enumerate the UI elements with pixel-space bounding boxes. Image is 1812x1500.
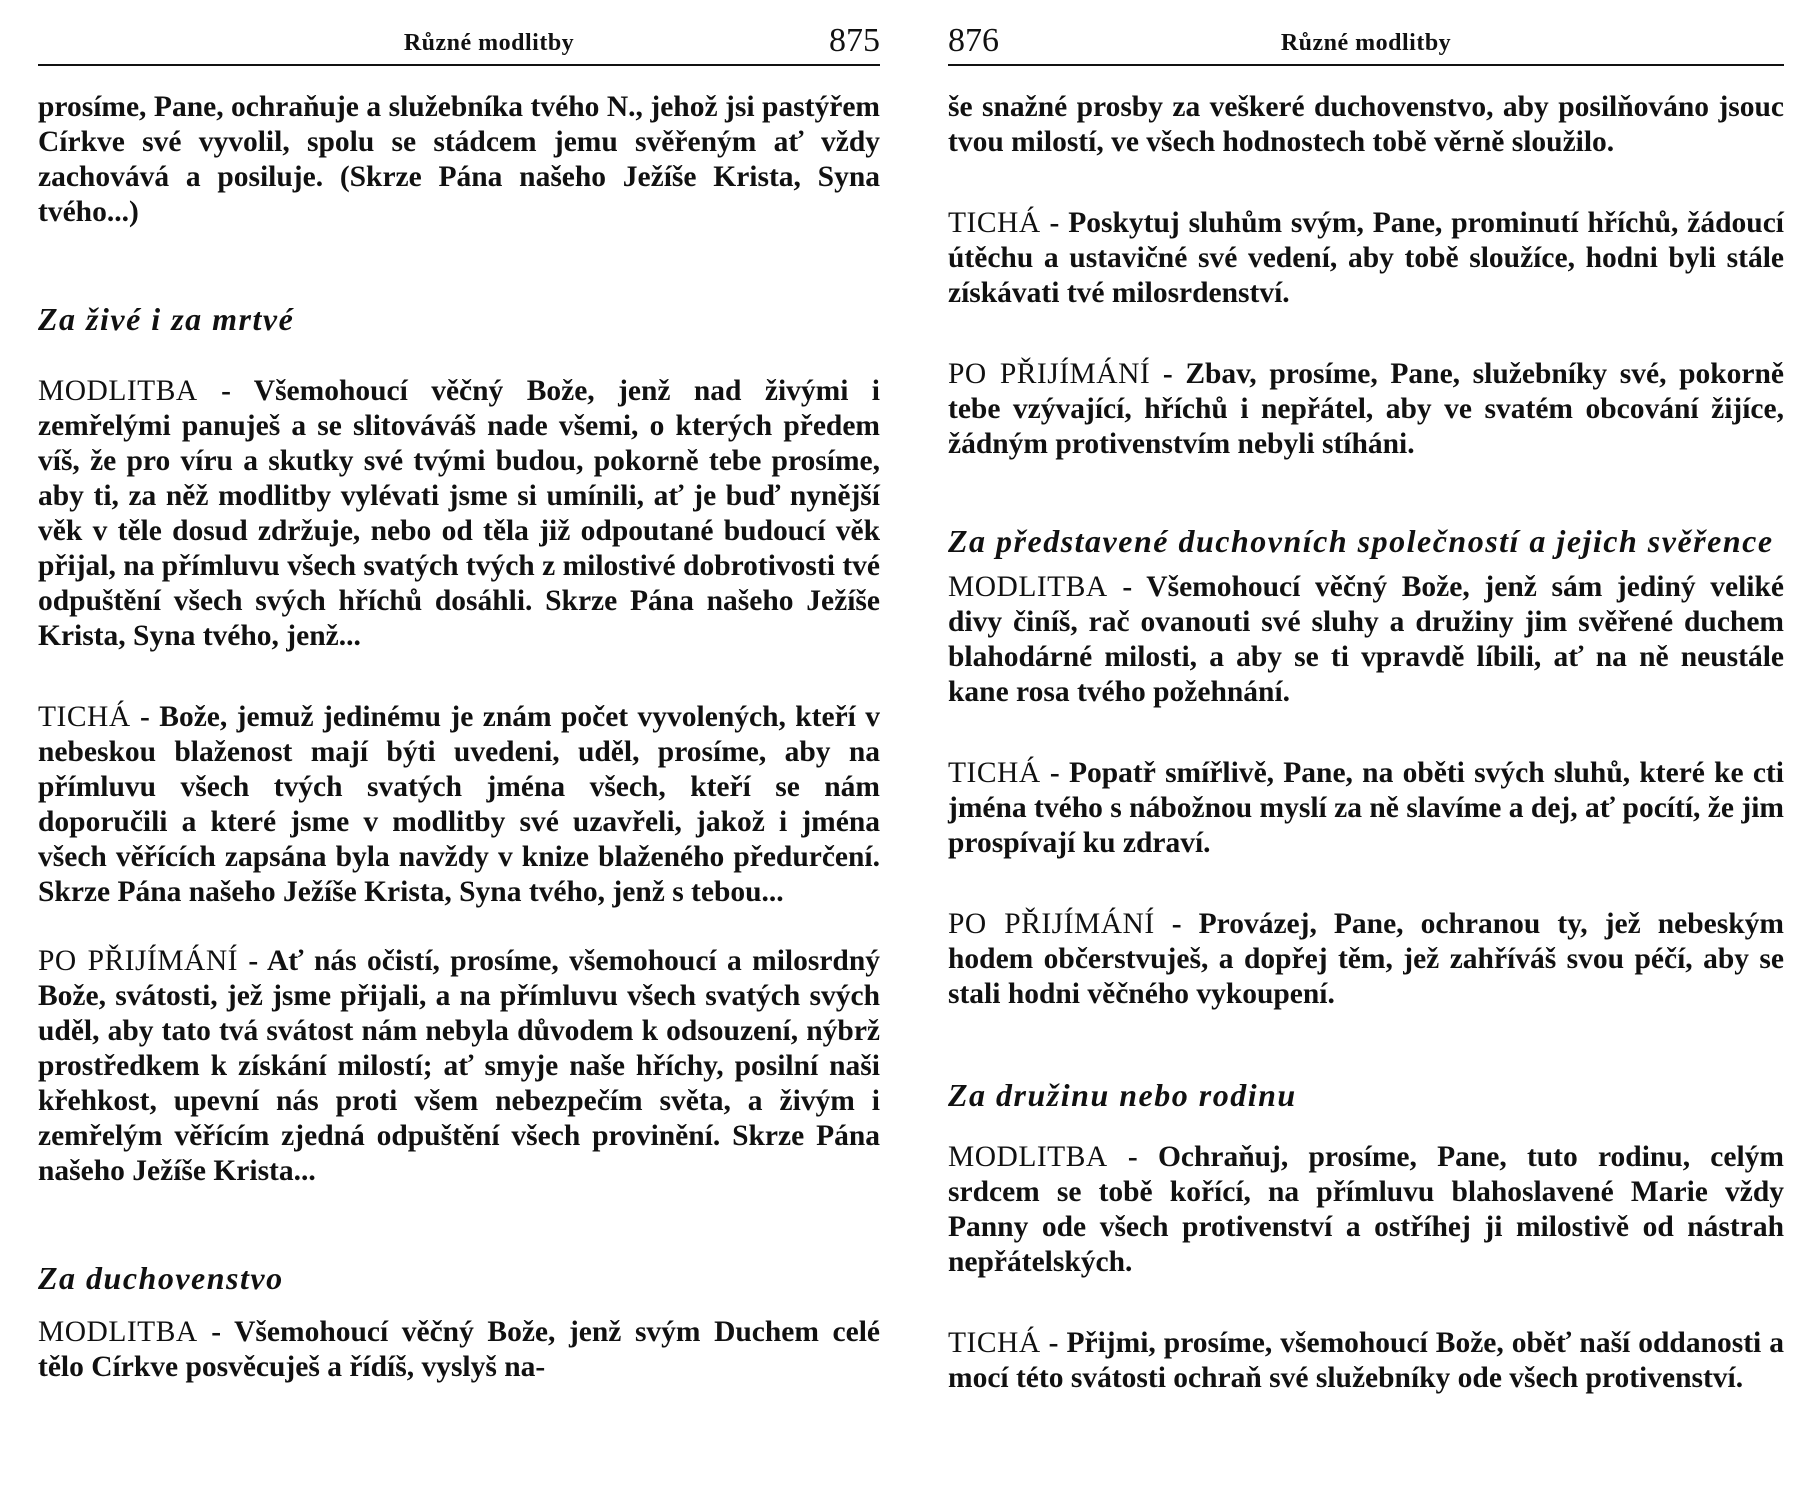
prayer-label: PO PŘIJÍMÁNÍ xyxy=(948,908,1155,940)
prayer-label: TICHÁ xyxy=(948,757,1041,789)
page-body xyxy=(38,90,880,1385)
prayer-label: MODLITBA xyxy=(948,1141,1108,1173)
section-heading: Za družinu nebo rodinu xyxy=(948,1077,1297,1113)
prayer-label: MODLITBA xyxy=(38,1316,198,1348)
prayer-label: TICHÁ xyxy=(948,207,1041,239)
prayer-label: MODLITBA xyxy=(38,375,198,407)
prayer-text: Poskytuj sluhům svým, Pane, prominutí hříchů, žádoucí útěchu a ustavičné své vedení, aby tobě sloužíce, hodni byli stále získávati tvé milosrdenství. xyxy=(948,207,1785,309)
prayer-text: Provázej, Pane, ochranou ty, jež nebeským hodem občerstvuješ, a dopřej těm, jež zahříváš svou péčí, aby se stali hodni věčného vykoupení. xyxy=(948,908,1784,1010)
prayer-paragraph: PO PŘIJÍMÁNÍ - Provázej, Pane, ochranou ty, jež nebeským hodem občerstvuješ, a dopřej těm, jež zahříváš svou péčí, aby se stali hodni věčného vykoupení. xyxy=(948,908,1784,1010)
prayer-text: Přijmi, prosíme, všemohoucí Bože, oběť naší oddanosti a mocí této svátosti ochraň své služebníky ode všech protivenství. xyxy=(948,1327,1784,1394)
prayer-text: Popatř smířlivě, Pane, na oběti svých sluhů, které ke cti jména tvého s nábožnou myslí za ně slavíme a dej, ať pocítí, že jim prospívají ku zdraví. xyxy=(948,757,1785,859)
prayer-label: TICHÁ xyxy=(948,1327,1041,1359)
prayer-label: PO PŘIJÍMÁNÍ xyxy=(948,358,1151,390)
prayer-paragraph: TICHÁ - Popatř smířlivě, Pane, na oběti svých sluhů, které ke cti jména tvého s nábožnou myslí za ně slavíme a dej, ať pocítí, že jim prospívají ku zdraví. xyxy=(948,757,1785,859)
prayer-paragraph: TICHÁ - Přijmi, prosíme, všemohoucí Bože, oběť naší oddanosti a mocí této svátosti ochraň své služebníky ode všech protivenství. xyxy=(948,1327,1784,1394)
prayer-paragraph: MODLITBA - Všemohoucí věčný Bože, jenž svým Duchem celé tělo Církve posvěcuješ a řídíš, vyslyš na- xyxy=(38,1316,880,1383)
section-heading: Za živé i za mrtvé xyxy=(38,301,295,337)
prayer-label: TICHÁ xyxy=(38,701,131,733)
running-head xyxy=(38,6,880,66)
prayer-paragraph: MODLITBA - Ochraňuj, prosíme, Pane, tuto rodinu, celým srdcem se tobě kořící, na přímluvu blahoslavené Marie vždy Panny ode všech protivenství a ostříhej ji milostivě od nástrah nepřátelských. xyxy=(948,1141,1784,1278)
section-heading: Za duchovenstvo xyxy=(38,1260,284,1296)
paragraph xyxy=(38,90,880,230)
prayer-paragraph: PO PŘIJÍMÁNÍ - Ať nás očistí, prosíme, všemohoucí a milosrdný Bože, svátosti, jež jsme přijali, a na přímluvu všech svatých svých uděl, aby tato tvá svátost nám nebyla důvodem k odsouzení, nýbrž prostředkem k získání milostí; ať smyje naše hříchy, posilní naši křehkost, upevní nás proti všem nebezpečím světa, a živým i zemřelým věřícím zjedná odpuštění všech provinění. Skrze Pána našeho Ježíše Krista... xyxy=(38,945,880,1187)
page-body xyxy=(948,90,1784,1396)
section-heading: Za představené duchovních společností a jejich svěřence xyxy=(948,523,1774,559)
running-title: Různé modlitby xyxy=(403,30,575,56)
running-head xyxy=(948,6,1784,66)
left-page xyxy=(38,0,880,1500)
right-page xyxy=(948,0,1784,1500)
paragraph-text: prosíme, Pane, ochraňuje a služebníka tvého N., jehož jsi pastýřem Církve své vyvolil, spolu se stádcem jemu svěřeným ať vždy zachovává a posiluje. (Skrze Pána našeho Ježíše Krista, Syna tvého...) xyxy=(38,91,880,228)
prayer-label: PO PŘIJÍMÁNÍ xyxy=(38,945,238,977)
running-title: Různé modlitby xyxy=(1280,30,1452,56)
prayer-text: Ať nás očistí, prosíme, všemohoucí a milosrdný Bože, svátosti, jež jsme přijali, a na přímluvu všech svatých svých uděl, aby tato tvá svátost nám nebyla důvodem k odsouzení, nýbrž prostředkem k získání milostí; ať smyje naše hříchy, posilní naši křehkost, upevní nás proti všem nebezpečím světa, a živým i zemřelým věřícím zjedná odpuštění všech provinění. Skrze Pána našeho Ježíše Krista... xyxy=(38,945,880,1187)
paragraph-text: še snažné prosby za veškeré duchovenstvo, aby posilňováno jsouc tvou milostí, ve všech hodnostech tobě věrně sloužilo. xyxy=(948,91,1784,158)
prayer-paragraph: MODLITBA - Všemohoucí věčný Bože, jenž nad živými i zemřelými panuješ a se slitováváš nade všemi, o kterých předem víš, že pro víru a skutky své tvými budou, pokorně tebe prosíme, aby ti, za něž modlitby vylévati jsme si umínili, ať je buď nynější věk v těle dosud zdržuje, nebo od těla již odpoutané budoucí věk přijal, na přímluvu všech svatých tvých z milostivé dobrotivosti tvé odpuštění všech svých hříchů dosáhli. Skrze Pána našeho Ježíše Krista, Syna tvého, jenž... xyxy=(38,375,880,652)
page-number: 875 xyxy=(829,22,880,59)
paragraph xyxy=(948,90,1784,160)
page-number: 876 xyxy=(948,22,999,59)
prayer-text: Všemohoucí věčný Bože, jenž nad živými i zemřelými panuješ a se slitováváš nade všemi, o kterých předem víš, že pro víru a skutky své tvými budou, pokorně tebe prosíme, aby ti, za něž modlitby vylévati jsme si umínili, ať je buď nynější věk v těle dosud zdržuje, nebo od těla již odpoutané budoucí věk přijal, na přímluvu všech svatých tvých z milostivé dobrotivosti tvé odpuštění všech svých hříchů dosáhli. Skrze Pána našeho Ježíše Krista, Syna tvého, jenž... xyxy=(38,375,880,652)
prayer-text: Bože, jemuž jedinému je znám počet vyvolených, kteří v nebeskou blaženost mají býti uvedeni, uděl, prosíme, aby na přímluvu všech tvých svatých jména všech, kteří se nám doporučili a které jsme v modlitby své uzavřeli, jakož i jména všech věřících zapsána byla navždy v knize blaženého předurčení. Skrze Pána našeho Ježíše Krista, Syna tvého, jenž s tebou... xyxy=(38,701,880,908)
prayer-paragraph: TICHÁ - Poskytuj sluhům svým, Pane, prominutí hříchů, žádoucí útěchu a ustavičné své vedení, aby tobě sloužíce, hodni byli stále získávati tvé milosrdenství. xyxy=(948,207,1785,309)
prayer-label: MODLITBA xyxy=(948,571,1108,603)
prayer-text: Ochraňuj, prosíme, Pane, tuto rodinu, celým srdcem se tobě kořící, na přímluvu blahoslavené Marie vždy Panny ode všech protivenství a ostříhej ji milostivě od nástrah nepřátelských. xyxy=(948,1141,1784,1278)
prayer-paragraph: MODLITBA - Všemohoucí věčný Bože, jenž sám jediný veliké divy činíš, rač ovanouti své sluhy a družiny jim svěřené duchem blahodárné milosti, a aby se ti vpravdě líbili, ať na ně neustále kane rosa tvého požehnání. xyxy=(948,571,1784,708)
prayer-paragraph: PO PŘIJÍMÁNÍ - Zbav, prosíme, Pane, služebníky své, pokorně tebe vzývající, hříchů i nepřátel, aby ve svatém obcování žijíce, žádným protivenstvím nebyli stíháni. xyxy=(948,358,1784,460)
prayer-paragraph: TICHÁ - Bože, jemuž jedinému je znám počet vyvolených, kteří v nebeskou blaženost mají býti uvedeni, uděl, prosíme, aby na přímluvu všech tvých svatých jména všech, kteří se nám doporučili a které jsme v modlitby své uzavřeli, jakož i jména všech věřících zapsána byla navždy v knize blaženého předurčení. Skrze Pána našeho Ježíše Krista, Syna tvého, jenž s tebou... xyxy=(38,701,880,908)
prayer-text: Zbav, prosíme, Pane, služebníky své, pokorně tebe vzývající, hříchů i nepřátel, aby ve svatém obcování žijíce, žádným protivenstvím nebyli stíháni. xyxy=(948,358,1784,460)
prayer-text: Všemohoucí věčný Bože, jenž svým Duchem celé tělo Církve posvěcuješ a řídíš, vyslyš na- xyxy=(38,1316,880,1383)
prayer-text: Všemohoucí věčný Bože, jenž sám jediný veliké divy činíš, rač ovanouti své sluhy a družiny jim svěřené duchem blahodárné milosti, a aby se ti vpravdě líbili, ať na ně neustále kane rosa tvého požehnání. xyxy=(948,571,1784,708)
